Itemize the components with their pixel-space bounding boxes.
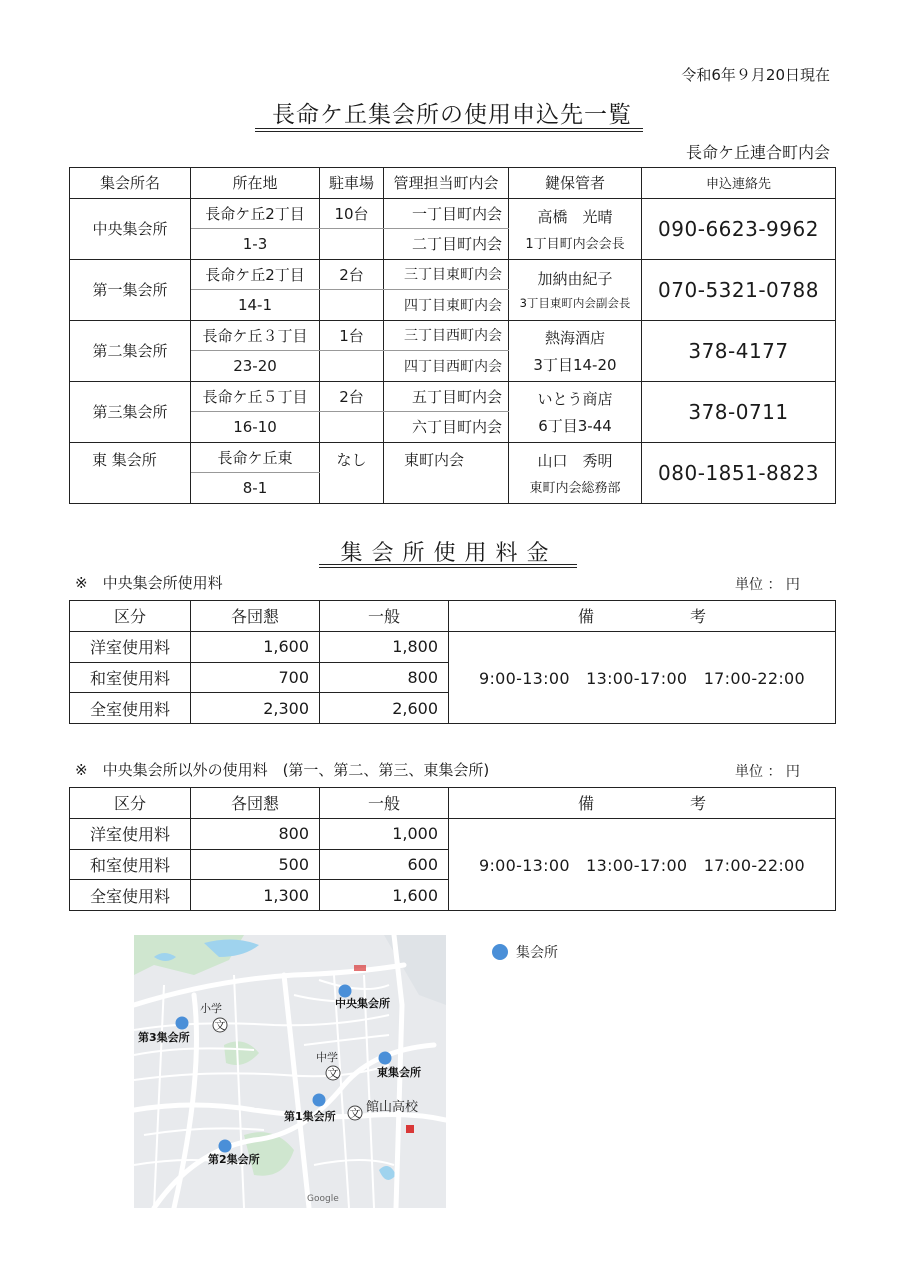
organization-name: 長命ケ丘連合町内会 (685, 143, 830, 162)
association-1: 三丁目東町内会 (384, 259, 509, 290)
address-line2: 1-3 (191, 229, 320, 260)
key-holder-role: 1丁目町内会会長 (525, 236, 625, 252)
central-fee-table (69, 600, 836, 724)
other-fees-unit: 単位 ： 円 (735, 764, 800, 780)
parking-empty (320, 412, 384, 443)
title-underline (255, 128, 643, 129)
association-2: 六丁目町内会 (384, 412, 509, 443)
fee-group: 2,300 (191, 693, 320, 724)
marker-second (219, 1140, 232, 1153)
header-cell: 申込連絡先 (642, 168, 836, 199)
fee-general: 1,600 (320, 880, 449, 911)
fee-group: 700 (191, 662, 320, 693)
other-fees-note: ※ 中央集会所以外の使用料 (第一、第二、第三、東集会所) (75, 761, 490, 779)
hall-name: 第一集会所 (70, 259, 191, 320)
title-underline-2 (255, 131, 643, 132)
address-line1: 長命ケ丘東 (191, 442, 320, 473)
header-cell: 駐車場 (320, 168, 384, 199)
google-logo: Google (307, 1194, 339, 1204)
key-holder (509, 198, 642, 259)
school-icon: 文 (327, 1067, 339, 1080)
association-1: 三丁目西町内会 (384, 320, 509, 351)
association-1: 一丁目町内会 (384, 198, 509, 229)
central-fees-unit: 単位 ： 円 (735, 577, 800, 593)
map-label-east: 東集会所 (377, 1066, 421, 1079)
address-line2: 14-1 (191, 290, 320, 321)
address-line1: 長命ケ丘2丁目 (191, 259, 320, 290)
key-holder-name: いとう商店 (537, 389, 613, 408)
key-holder-name: 熱海酒店 (544, 328, 605, 347)
table-header-row (70, 168, 836, 199)
marker-central (339, 985, 352, 998)
header-cell: 区分 (70, 788, 191, 819)
key-holder-name: 加納由紀子 (537, 270, 613, 288)
address-line2: 23-20 (191, 351, 320, 382)
key-holder-name: 山口 秀明 (537, 451, 613, 470)
parking-empty (320, 229, 384, 260)
fees-title: 集会所使用料金 (340, 541, 558, 566)
header-cell: 一般 (320, 601, 449, 632)
table-header-row (70, 601, 836, 632)
as-of-date: 令和6年９月20日現在 (681, 66, 830, 84)
marker-east (379, 1052, 392, 1065)
other-fee-table (69, 787, 836, 911)
legend-marker-icon (492, 944, 508, 960)
table-row (70, 818, 836, 849)
fee-kind: 洋室使用料 (70, 631, 191, 662)
fee-group: 1,300 (191, 880, 320, 911)
fees-title-underline (319, 564, 577, 565)
header-cell: 一般 (320, 788, 449, 819)
fee-group: 800 (191, 818, 320, 849)
map-label-first: 第1集会所 (284, 1110, 336, 1123)
fee-kind: 全室使用料 (70, 880, 191, 911)
table-row (70, 381, 836, 412)
usage-hours: 9:00-13:00 13:00-17:00 17:00-22:00 (449, 818, 836, 910)
address-line1: 長命ケ丘３丁目 (191, 320, 320, 351)
map-graphic (134, 935, 446, 1208)
elementary-school-label: 小学 (200, 1002, 222, 1015)
parking-empty (320, 351, 384, 382)
usage-hours: 9:00-13:00 13:00-17:00 17:00-22:00 (449, 631, 836, 723)
address-line1: 長命ケ丘2丁目 (191, 198, 320, 229)
parking-empty (320, 290, 384, 321)
parking: 10台 (320, 198, 384, 229)
parking: なし (320, 442, 384, 503)
fee-general: 2,600 (320, 693, 449, 724)
fee-general: 1,800 (320, 631, 449, 662)
address-line1: 長命ケ丘５丁目 (191, 381, 320, 412)
hall-name: 東 集会所 (70, 442, 191, 503)
header-cell: 所在地 (191, 168, 320, 199)
key-holder-role: 3丁目東町内会副会長 (519, 296, 631, 310)
contact-table (69, 167, 836, 504)
header-cell: 鍵保管者 (509, 168, 642, 199)
association-2: 二丁目町内会 (384, 229, 509, 260)
phone-number: 090-6623-9962 (642, 198, 836, 259)
header-cell: 各団懇 (191, 788, 320, 819)
key-holder-role: 東町内会総務部 (529, 480, 621, 496)
header-cell: 各団懇 (191, 601, 320, 632)
page-title: 長命ケ丘集会所の使用申込先一覧 (272, 102, 632, 128)
map-label-central: 中央集会所 (335, 997, 390, 1010)
address-line2: 16-10 (191, 412, 320, 443)
phone-number: 378-4177 (642, 320, 836, 381)
table-row (70, 259, 836, 290)
key-holder-role: 6丁目3-44 (538, 416, 612, 435)
key-holder (509, 381, 642, 442)
high-school-label: 館山高校 (366, 1100, 419, 1115)
legend-label: 集会所 (516, 945, 558, 961)
phone-number: 378-0711 (642, 381, 836, 442)
header-cell: 管理担当町内会 (384, 168, 509, 199)
fee-kind: 和室使用料 (70, 662, 191, 693)
parking: 2台 (320, 381, 384, 412)
phone-number: 080-1851-8823 (642, 442, 836, 503)
key-holder-name: 高橋 光晴 (537, 207, 613, 226)
hall-name: 中央集会所 (70, 198, 191, 259)
table-header-row (70, 788, 836, 819)
school-icon: 文 (214, 1019, 226, 1032)
key-holder (509, 259, 642, 320)
map-label-third: 第3集会所 (138, 1031, 190, 1044)
key-holder (509, 320, 642, 381)
fee-kind: 和室使用料 (70, 849, 191, 880)
area-map (134, 935, 446, 1208)
header-cell: 集会所名 (70, 168, 191, 199)
fee-group: 1,600 (191, 631, 320, 662)
map-label-second: 第2集会所 (208, 1153, 260, 1166)
address-line2: 8-1 (191, 473, 320, 504)
association-1: 東町内会 (384, 442, 509, 503)
fee-general: 600 (320, 849, 449, 880)
fee-general: 800 (320, 662, 449, 693)
school-icon: 文 (349, 1107, 361, 1120)
header-cell: 備 考 (449, 601, 836, 632)
fees-title-underline-2 (319, 567, 577, 568)
phone-number: 070-5321-0788 (642, 259, 836, 320)
table-row (70, 631, 836, 662)
association-2: 四丁目西町内会 (384, 351, 509, 382)
association-2: 四丁目東町内会 (384, 290, 509, 321)
table-row (70, 320, 836, 351)
central-fees-note: ※ 中央集会所使用料 (75, 574, 223, 592)
parking: 2台 (320, 259, 384, 290)
hall-name: 第三集会所 (70, 381, 191, 442)
fee-kind: 全室使用料 (70, 693, 191, 724)
junior-high-label: 中学 (316, 1051, 338, 1064)
header-cell: 備 考 (449, 788, 836, 819)
association-1: 五丁目町内会 (384, 381, 509, 412)
header-cell: 区分 (70, 601, 191, 632)
key-holder-role: 3丁目14-20 (533, 355, 617, 374)
parking: 1台 (320, 320, 384, 351)
marker-third (176, 1017, 189, 1030)
table-row (70, 442, 836, 473)
marker-first (313, 1094, 326, 1107)
key-holder (509, 442, 642, 503)
fee-group: 500 (191, 849, 320, 880)
hall-name: 第二集会所 (70, 320, 191, 381)
table-row (70, 198, 836, 229)
fee-kind: 洋室使用料 (70, 818, 191, 849)
fee-general: 1,000 (320, 818, 449, 849)
